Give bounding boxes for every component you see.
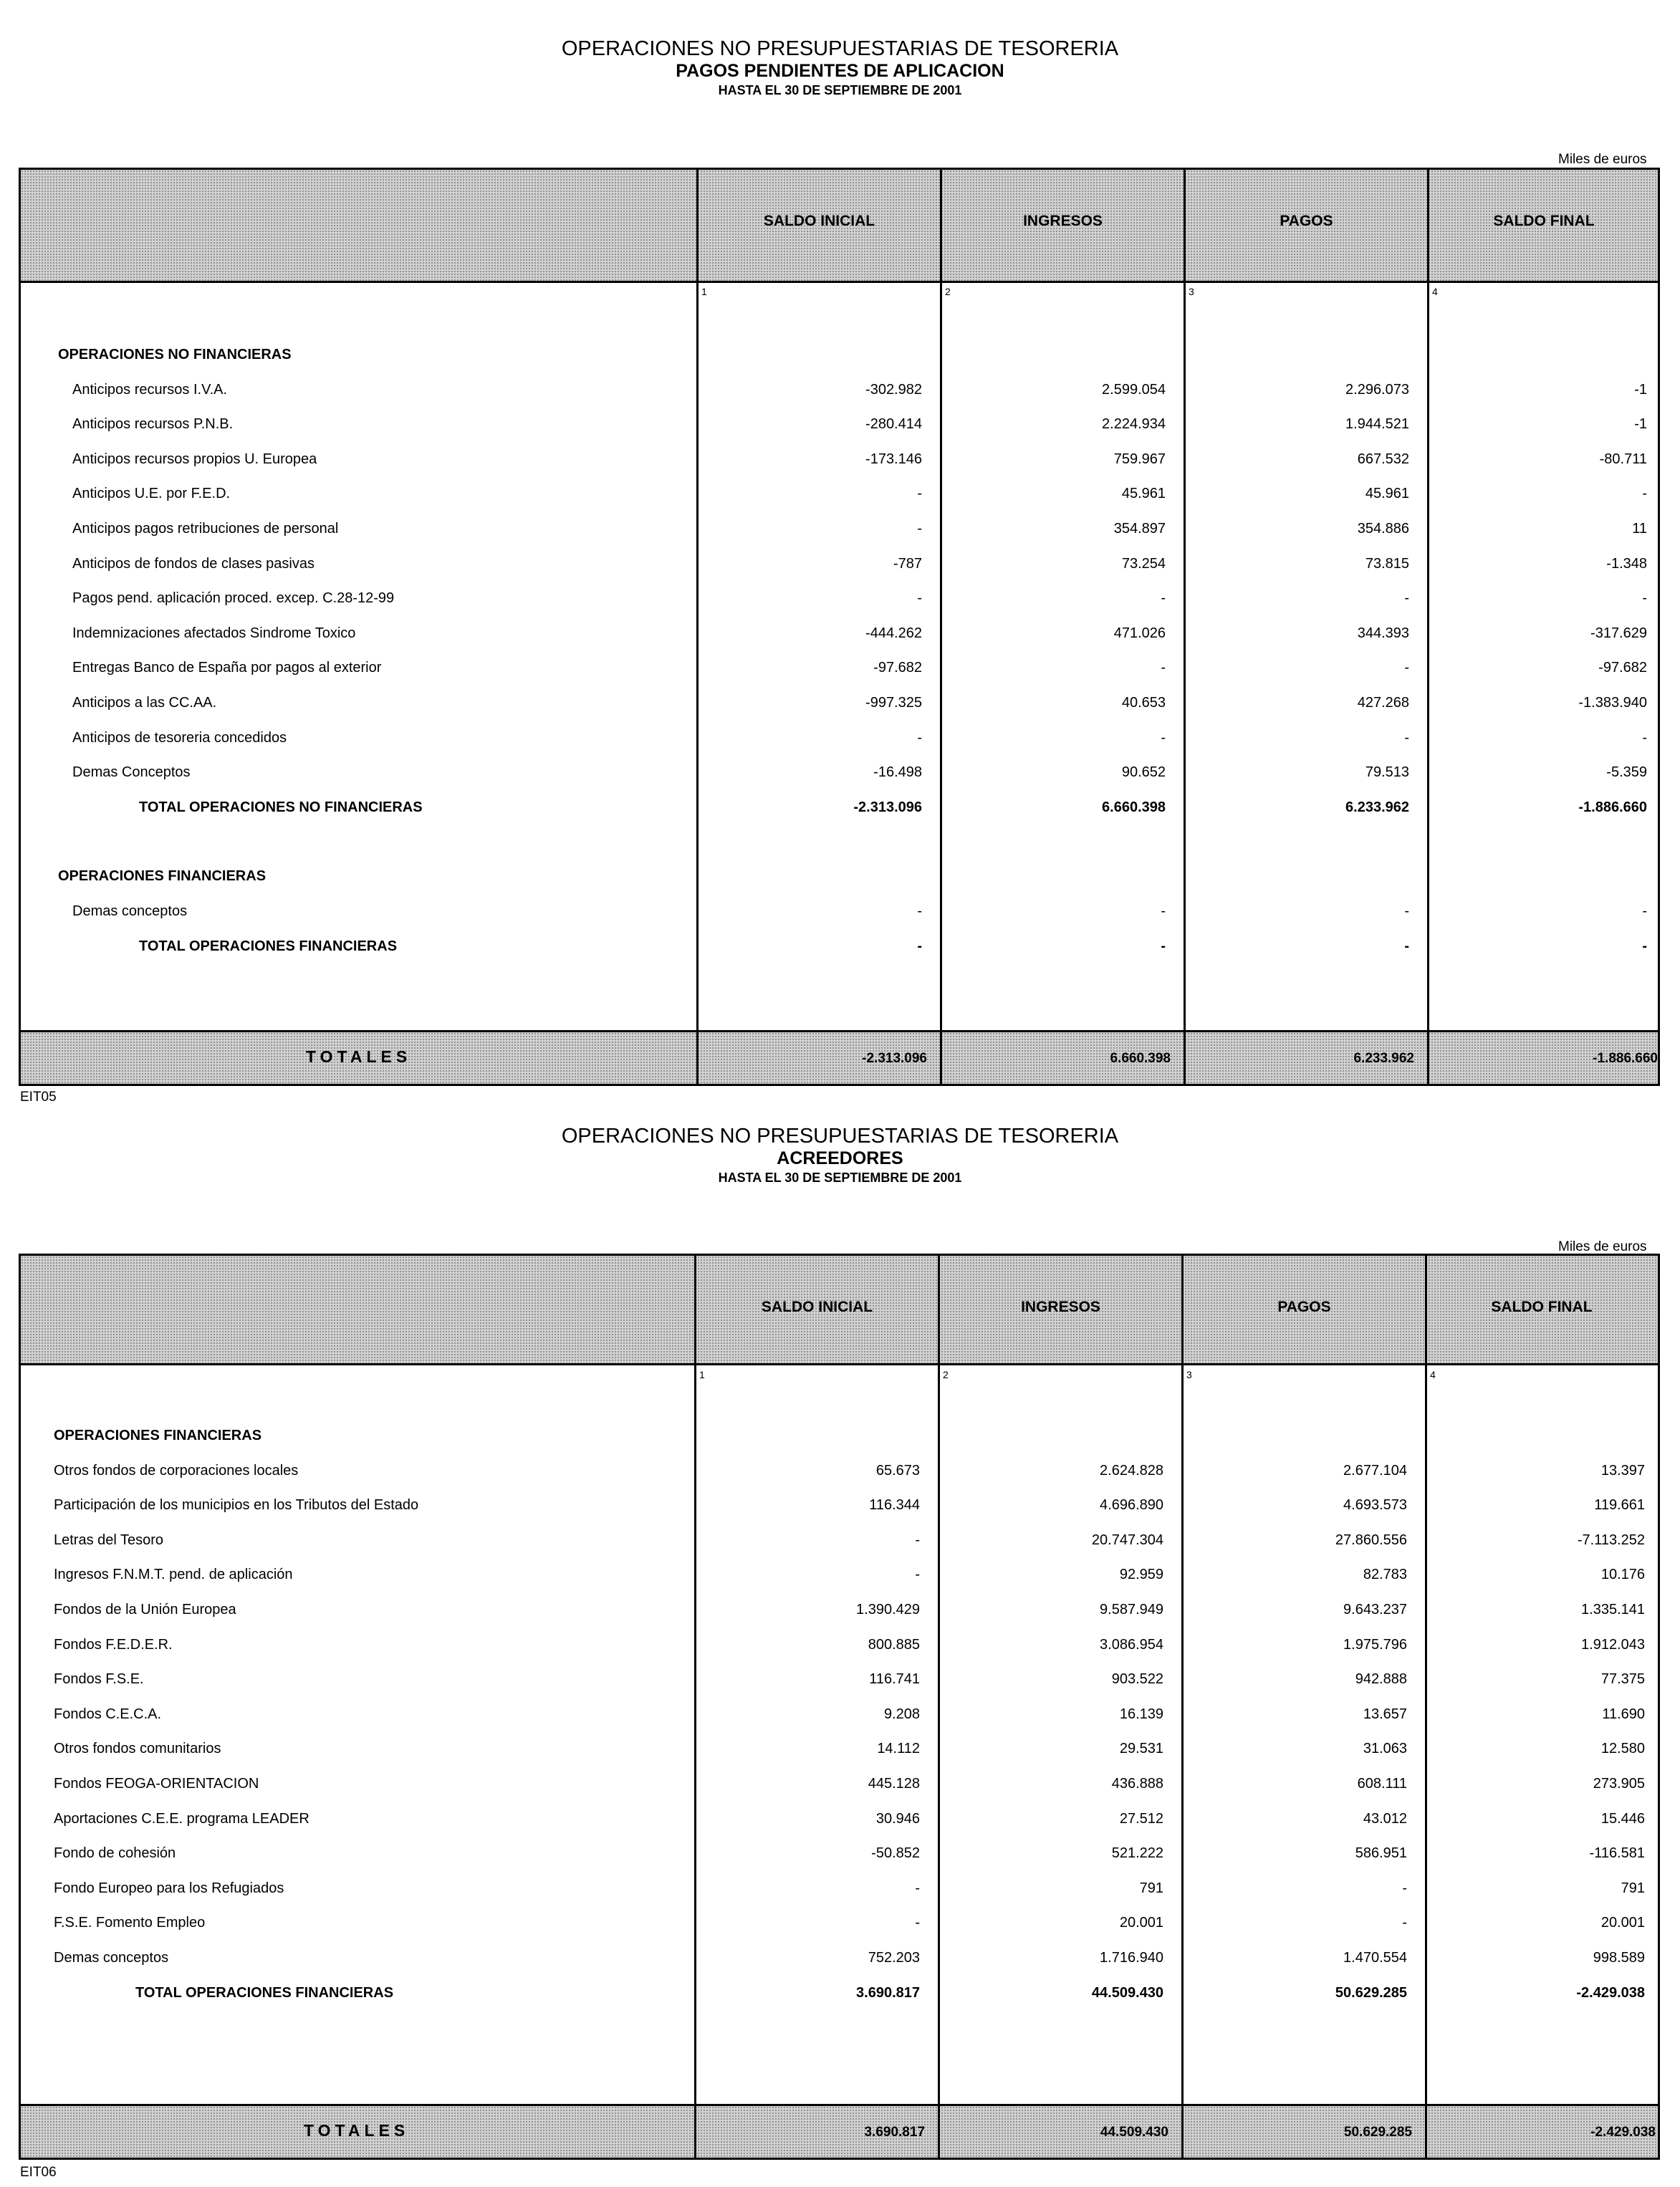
cell-pagos: - bbox=[1402, 1915, 1407, 1931]
column-header-saldo-inicial: SALDO INICIAL bbox=[761, 1299, 873, 1315]
cell-ingresos: - bbox=[1161, 590, 1166, 607]
section-header-row bbox=[21, 347, 1658, 367]
row-label: Participación de los municipios en los Tributos del Estado bbox=[54, 1497, 419, 1514]
cell-saldo-inicial: -173.146 bbox=[865, 451, 922, 467]
cell-pagos: 1.975.796 bbox=[1343, 1636, 1407, 1653]
cell-saldo-final: - bbox=[1642, 903, 1647, 919]
cell-saldo-inicial: -280.414 bbox=[865, 416, 922, 433]
cell-saldo-final: -1.348 bbox=[1606, 555, 1647, 572]
table-row bbox=[21, 590, 1658, 610]
cell-ingresos: 471.026 bbox=[1113, 625, 1166, 641]
table-row bbox=[21, 730, 1658, 750]
table-row bbox=[21, 1880, 1658, 1900]
cell-saldo-final: 273.905 bbox=[1593, 1776, 1645, 1792]
cell-pagos: 586.951 bbox=[1355, 1845, 1407, 1862]
row-label: Fondos C.E.C.A. bbox=[54, 1706, 162, 1722]
cell-pagos: 1.470.554 bbox=[1343, 1950, 1407, 1966]
cell-pagos: - bbox=[1404, 590, 1409, 607]
column-number: 3 bbox=[1189, 286, 1194, 297]
cell-saldo-final: 1.335.141 bbox=[1581, 1602, 1645, 1618]
column-header-saldo-final: SALDO FINAL bbox=[1493, 213, 1595, 229]
cell-saldo-final: -116.581 bbox=[1589, 1845, 1645, 1862]
cell-saldo-inicial: - bbox=[917, 903, 922, 919]
table-row bbox=[21, 1671, 1658, 1691]
cell-saldo-final: 12.580 bbox=[1600, 1741, 1645, 1757]
cell-saldo-inicial: 9.208 bbox=[883, 1706, 920, 1722]
cell-ingresos: 1.716.940 bbox=[1100, 1950, 1163, 1966]
cell-saldo-final: -1.886.660 bbox=[1578, 799, 1647, 815]
cell-saldo-final: -317.629 bbox=[1590, 625, 1647, 641]
cell-pagos: 344.393 bbox=[1357, 625, 1409, 641]
table2-subtitle: ACREEDORES bbox=[777, 1148, 903, 1168]
cell-ingresos: 2.624.828 bbox=[1100, 1462, 1163, 1479]
table1-date-line: HASTA EL 30 DE SEPTIEMBRE DE 2001 bbox=[718, 83, 962, 97]
cell-saldo-final: -1.383.940 bbox=[1578, 695, 1647, 711]
cell-ingresos: 44.509.430 bbox=[1091, 1984, 1163, 2001]
cell-pagos: 73.815 bbox=[1365, 555, 1409, 572]
table-row bbox=[21, 1567, 1658, 1587]
section-header-row bbox=[21, 868, 1658, 888]
table-row bbox=[21, 1915, 1658, 1935]
cell-pagos: 1.944.521 bbox=[1345, 416, 1409, 433]
row-label: Fondos de la Unión Europea bbox=[54, 1602, 236, 1618]
cell-pagos: 427.268 bbox=[1357, 695, 1409, 711]
cell-ingresos: 20.747.304 bbox=[1091, 1532, 1163, 1548]
cell-pagos: - bbox=[1402, 1880, 1407, 1896]
row-label: Ingresos F.N.M.T. pend. de aplicación bbox=[54, 1567, 293, 1583]
cell-ingresos: 354.897 bbox=[1113, 521, 1166, 537]
cell-ingresos: 90.652 bbox=[1121, 764, 1166, 781]
table-row bbox=[21, 1950, 1658, 1970]
cell-saldo-inicial: 3.690.817 bbox=[856, 1984, 920, 2001]
table-row bbox=[21, 1845, 1658, 1865]
table2-total-saldo-final: -2.429.038 bbox=[1590, 2125, 1656, 2140]
row-label: Pagos pend. aplicación proced. excep. C.28-12-99 bbox=[72, 590, 395, 607]
table2 bbox=[19, 1254, 1660, 2160]
cell-saldo-inicial: 116.344 bbox=[869, 1497, 920, 1514]
cell-saldo-inicial: -2.313.096 bbox=[853, 799, 922, 815]
table2-date-line: HASTA EL 30 DE SEPTIEMBRE DE 2001 bbox=[718, 1171, 962, 1185]
subtotal-row bbox=[21, 799, 1658, 819]
table-row bbox=[21, 1776, 1658, 1796]
cell-saldo-final: 11.690 bbox=[1602, 1706, 1645, 1722]
cell-pagos: 6.233.962 bbox=[1345, 799, 1409, 815]
row-label: Fondo Europeo para los Refugiados bbox=[54, 1880, 284, 1896]
column-number: 2 bbox=[943, 1369, 949, 1380]
cell-saldo-final: -5.359 bbox=[1606, 764, 1647, 781]
cell-saldo-inicial: - bbox=[917, 486, 922, 502]
table-row bbox=[21, 382, 1658, 402]
cell-ingresos: 16.139 bbox=[1119, 1706, 1163, 1722]
cell-pagos: 942.888 bbox=[1355, 1671, 1407, 1688]
cell-saldo-inicial: 30.946 bbox=[875, 1810, 920, 1827]
cell-ingresos: 29.531 bbox=[1119, 1741, 1163, 1757]
column-number: 4 bbox=[1432, 286, 1438, 297]
table1-total-saldo-inicial: -2.313.096 bbox=[862, 1051, 927, 1066]
column-header-saldo-final: SALDO FINAL bbox=[1491, 1299, 1593, 1315]
table-row bbox=[21, 451, 1658, 471]
cell-ingresos: 9.587.949 bbox=[1100, 1602, 1163, 1618]
cell-ingresos: 20.001 bbox=[1119, 1915, 1163, 1931]
cell-saldo-inicial: - bbox=[917, 729, 922, 746]
cell-saldo-inicial: -997.325 bbox=[865, 695, 922, 711]
cell-saldo-inicial: 752.203 bbox=[868, 1950, 920, 1966]
cell-saldo-inicial: - bbox=[915, 1532, 920, 1548]
section-header-row bbox=[21, 1428, 1658, 1448]
table-row bbox=[21, 695, 1658, 715]
table-row bbox=[21, 556, 1658, 576]
table-row bbox=[21, 903, 1658, 923]
cell-saldo-inicial: 445.128 bbox=[868, 1776, 920, 1792]
cell-ingresos: - bbox=[1161, 729, 1166, 746]
table2-units: Miles de euros bbox=[1558, 1239, 1647, 1254]
cell-saldo-inicial: -97.682 bbox=[873, 660, 922, 676]
cell-pagos: 82.783 bbox=[1363, 1567, 1407, 1583]
cell-saldo-inicial: 116.741 bbox=[869, 1671, 920, 1688]
cell-pagos: 31.063 bbox=[1363, 1741, 1407, 1757]
table2-total-pagos: 50.629.285 bbox=[1343, 2125, 1412, 2140]
cell-saldo-final: -1 bbox=[1634, 381, 1647, 398]
cell-saldo-final: - bbox=[1642, 729, 1647, 746]
row-label: Otros fondos comunitarios bbox=[54, 1741, 221, 1757]
cell-ingresos: - bbox=[1161, 938, 1166, 954]
cell-saldo-final: - bbox=[1642, 590, 1647, 607]
cell-saldo-final: 11 bbox=[1632, 521, 1647, 537]
row-label: Otros fondos de corporaciones locales bbox=[54, 1462, 299, 1479]
cell-pagos: 4.693.573 bbox=[1343, 1497, 1407, 1514]
cell-saldo-inicial: 65.673 bbox=[875, 1462, 920, 1479]
cell-pagos: 354.886 bbox=[1357, 521, 1409, 537]
cell-pagos: - bbox=[1404, 729, 1409, 746]
column-header-pagos: PAGOS bbox=[1280, 213, 1333, 229]
table1-total-ingresos: 6.660.398 bbox=[1110, 1051, 1171, 1066]
cell-ingresos: 6.660.398 bbox=[1102, 799, 1166, 815]
cell-saldo-inicial: -444.262 bbox=[865, 625, 922, 641]
row-label: TOTAL OPERACIONES FINANCIERAS bbox=[135, 1984, 394, 2001]
cell-saldo-final: -97.682 bbox=[1598, 660, 1647, 676]
cell-saldo-final: - bbox=[1642, 938, 1647, 954]
table1-total-pagos: 6.233.962 bbox=[1353, 1051, 1414, 1066]
cell-saldo-final: 10.176 bbox=[1600, 1567, 1645, 1583]
table-row bbox=[21, 1532, 1658, 1552]
row-label: Fondo de cohesión bbox=[54, 1845, 176, 1862]
cell-saldo-final: 1.912.043 bbox=[1581, 1636, 1645, 1653]
cell-ingresos: 436.888 bbox=[1111, 1776, 1163, 1792]
cell-saldo-inicial: 800.885 bbox=[868, 1636, 920, 1653]
table-row bbox=[21, 1811, 1658, 1831]
cell-pagos: 79.513 bbox=[1365, 764, 1409, 781]
row-label: Entregas Banco de España por pagos al exterior bbox=[72, 660, 382, 676]
cell-saldo-inicial: -16.498 bbox=[873, 764, 922, 781]
table2-total-saldo-inicial: 3.690.817 bbox=[864, 2125, 925, 2140]
table1-total-saldo-final: -1.886.660 bbox=[1593, 1051, 1658, 1066]
table-row bbox=[21, 521, 1658, 541]
cell-pagos: 50.629.285 bbox=[1335, 1984, 1407, 2001]
cell-ingresos: 791 bbox=[1139, 1880, 1163, 1896]
cell-pagos: 608.111 bbox=[1357, 1776, 1407, 1792]
table1-code: EIT05 bbox=[20, 1090, 57, 1105]
cell-saldo-inicial: - bbox=[915, 1915, 920, 1931]
cell-pagos: 27.860.556 bbox=[1335, 1532, 1407, 1548]
column-number: 2 bbox=[945, 286, 951, 297]
cell-saldo-inicial: 14.112 bbox=[877, 1741, 920, 1757]
cell-saldo-inicial: - bbox=[915, 1880, 920, 1896]
table-row bbox=[21, 660, 1658, 680]
row-label: Fondos F.S.E. bbox=[54, 1671, 144, 1688]
table-row bbox=[21, 625, 1658, 645]
subtotal-row bbox=[21, 938, 1658, 958]
column-number: 1 bbox=[699, 1369, 705, 1380]
row-label: F.S.E. Fomento Empleo bbox=[54, 1915, 206, 1931]
cell-pagos: - bbox=[1404, 903, 1409, 919]
column-number: 3 bbox=[1186, 1369, 1192, 1380]
cell-pagos: 43.012 bbox=[1363, 1810, 1407, 1827]
column-header-ingresos: INGRESOS bbox=[1021, 1299, 1100, 1315]
cell-saldo-inicial: - bbox=[917, 521, 922, 537]
table1-units: Miles de euros bbox=[1558, 152, 1647, 167]
cell-saldo-final: -1 bbox=[1634, 416, 1647, 433]
row-label: Anticipos recursos propios U. Europea bbox=[72, 451, 317, 467]
row-label: Anticipos a las CC.AA. bbox=[72, 695, 217, 711]
table1-subtitle: PAGOS PENDIENTES DE APLICACION bbox=[676, 61, 1004, 81]
cell-pagos: - bbox=[1404, 660, 1409, 676]
cell-saldo-final: - bbox=[1642, 486, 1647, 502]
cell-saldo-final: 119.661 bbox=[1594, 1497, 1645, 1514]
cell-saldo-final: 77.375 bbox=[1600, 1671, 1645, 1688]
subtotal-row bbox=[21, 1985, 1658, 2005]
table-row bbox=[21, 1602, 1658, 1622]
cell-pagos: 2.677.104 bbox=[1343, 1462, 1407, 1479]
table-row bbox=[21, 1741, 1658, 1761]
row-label: Demas conceptos bbox=[72, 903, 188, 919]
table-row bbox=[21, 416, 1658, 436]
cell-pagos: 45.961 bbox=[1365, 486, 1409, 502]
row-label: Anticipos U.E. por F.E.D. bbox=[72, 486, 231, 502]
column-header-ingresos: INGRESOS bbox=[1023, 213, 1103, 229]
table-row bbox=[21, 1497, 1658, 1517]
cell-ingresos: 4.696.890 bbox=[1100, 1497, 1163, 1514]
row-label: TOTAL OPERACIONES NO FINANCIERAS bbox=[139, 799, 423, 815]
table1-totals-label: TOTALES bbox=[306, 1047, 412, 1066]
row-label: Aportaciones C.E.E. programa LEADER bbox=[54, 1810, 309, 1827]
table2-title: OPERACIONES NO PRESUPUESTARIAS DE TESORERIA bbox=[561, 1125, 1119, 1148]
cell-saldo-final: 791 bbox=[1621, 1880, 1645, 1896]
cell-ingresos: 3.086.954 bbox=[1100, 1636, 1163, 1653]
table2-title-block bbox=[0, 1125, 1680, 1186]
cell-saldo-final: 15.446 bbox=[1600, 1810, 1645, 1827]
cell-saldo-inicial: - bbox=[917, 938, 922, 954]
row-label: Anticipos pagos retribuciones de personal bbox=[72, 521, 339, 537]
cell-ingresos: 903.522 bbox=[1111, 1671, 1163, 1688]
table-row bbox=[21, 1463, 1658, 1483]
cell-saldo-final: -2.429.038 bbox=[1576, 1984, 1645, 2001]
cell-ingresos: 73.254 bbox=[1121, 555, 1166, 572]
cell-saldo-inicial: - bbox=[915, 1567, 920, 1583]
cell-ingresos: 2.599.054 bbox=[1102, 381, 1166, 398]
table-row bbox=[21, 1637, 1658, 1657]
cell-ingresos: - bbox=[1161, 660, 1166, 676]
row-label: OPERACIONES FINANCIERAS bbox=[54, 1428, 262, 1443]
cell-ingresos: 521.222 bbox=[1111, 1845, 1163, 1862]
cell-ingresos: 27.512 bbox=[1119, 1810, 1163, 1827]
row-label: Anticipos recursos P.N.B. bbox=[72, 416, 234, 433]
table-row bbox=[21, 486, 1658, 506]
cell-pagos: 2.296.073 bbox=[1345, 381, 1409, 398]
row-label: Fondos F.E.D.E.R. bbox=[54, 1636, 173, 1653]
cell-saldo-final: -7.113.252 bbox=[1577, 1532, 1645, 1548]
row-label: Anticipos de fondos de clases pasivas bbox=[72, 555, 315, 572]
row-label: Demas Conceptos bbox=[72, 764, 191, 781]
cell-pagos: - bbox=[1404, 938, 1409, 954]
cell-pagos: 13.657 bbox=[1363, 1706, 1407, 1722]
table2-totals-label: TOTALES bbox=[304, 2121, 410, 2140]
table1-title-block bbox=[0, 37, 1680, 99]
cell-saldo-final: -80.711 bbox=[1599, 451, 1647, 467]
row-label: Anticipos recursos I.V.A. bbox=[72, 381, 228, 398]
row-label: Letras del Tesoro bbox=[54, 1532, 164, 1548]
cell-ingresos: 759.967 bbox=[1113, 451, 1166, 467]
cell-saldo-final: 13.397 bbox=[1600, 1462, 1645, 1479]
row-label: OPERACIONES FINANCIERAS bbox=[58, 868, 267, 885]
cell-saldo-inicial: 1.390.429 bbox=[856, 1602, 920, 1618]
cell-ingresos: 92.959 bbox=[1119, 1567, 1163, 1583]
cell-saldo-inicial: - bbox=[917, 590, 922, 607]
column-number: 1 bbox=[701, 286, 707, 297]
column-header-pagos: PAGOS bbox=[1277, 1299, 1331, 1315]
cell-saldo-inicial: -787 bbox=[893, 555, 922, 572]
cell-ingresos: 45.961 bbox=[1121, 486, 1166, 502]
row-label: Anticipos de tesoreria concedidos bbox=[72, 729, 287, 746]
table-row bbox=[21, 764, 1658, 784]
cell-saldo-final: 20.001 bbox=[1600, 1915, 1645, 1931]
row-label: Fondos FEOGA-ORIENTACION bbox=[54, 1776, 259, 1792]
cell-saldo-final: 998.589 bbox=[1593, 1950, 1645, 1966]
column-header-saldo-inicial: SALDO INICIAL bbox=[763, 213, 875, 229]
table1 bbox=[19, 168, 1660, 1086]
row-label: OPERACIONES NO FINANCIERAS bbox=[58, 347, 292, 362]
table-row bbox=[21, 1706, 1658, 1726]
column-number: 4 bbox=[1430, 1369, 1436, 1380]
cell-pagos: 9.643.237 bbox=[1343, 1602, 1407, 1618]
cell-ingresos: 2.224.934 bbox=[1102, 416, 1166, 433]
row-label: TOTAL OPERACIONES FINANCIERAS bbox=[139, 938, 398, 954]
table2-code: EIT06 bbox=[20, 2165, 57, 2180]
table2-total-ingresos: 44.509.430 bbox=[1100, 2125, 1168, 2140]
row-label: Demas conceptos bbox=[54, 1950, 169, 1966]
cell-ingresos: - bbox=[1161, 903, 1166, 919]
row-label: Indemnizaciones afectados Sindrome Toxico bbox=[72, 625, 356, 641]
table1-title: OPERACIONES NO PRESUPUESTARIAS DE TESORERIA bbox=[561, 37, 1119, 60]
cell-pagos: 667.532 bbox=[1357, 451, 1409, 467]
cell-saldo-inicial: -302.982 bbox=[865, 381, 922, 398]
cell-saldo-inicial: -50.852 bbox=[871, 1845, 920, 1862]
cell-ingresos: 40.653 bbox=[1121, 695, 1166, 711]
